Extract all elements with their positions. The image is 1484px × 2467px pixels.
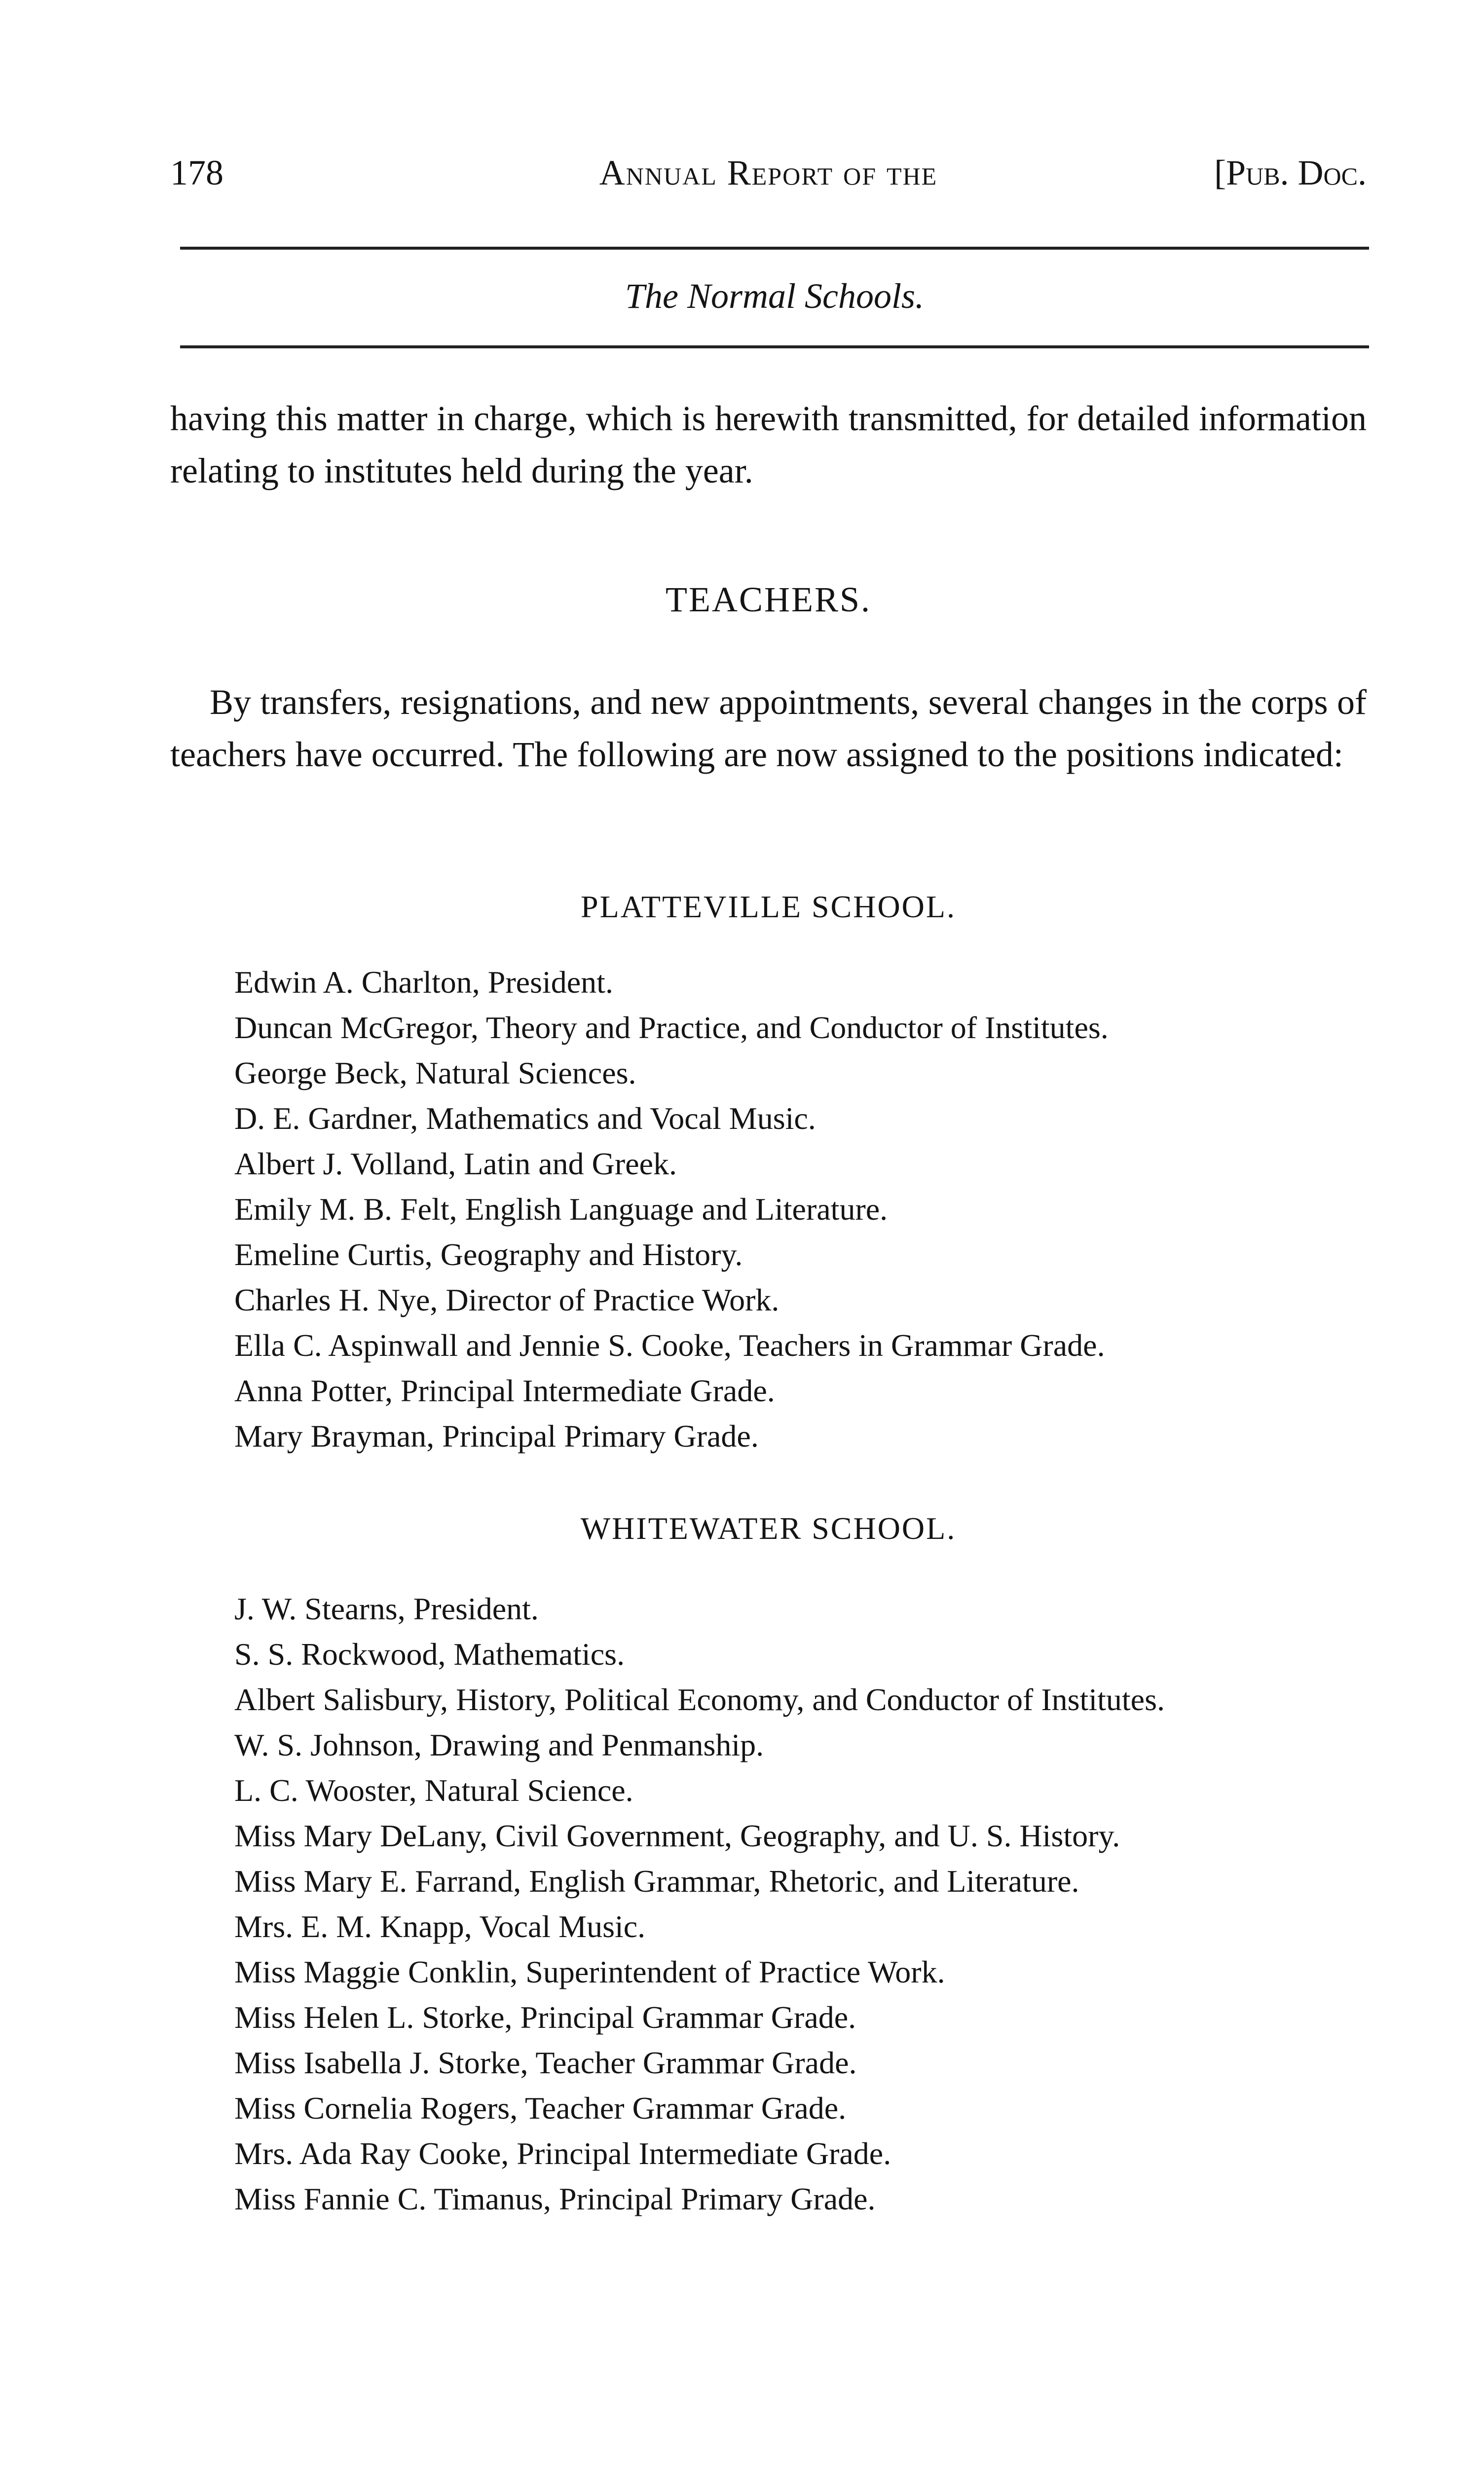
staff-entry: Albert J. Volland, Latin and Greek. <box>234 1146 677 1181</box>
header-rule-bottom <box>180 345 1369 348</box>
staff-entry: Mrs. Ada Ray Cooke, Principal Intermediate Grade. <box>234 2136 891 2171</box>
header-rule-top <box>180 247 1369 250</box>
staff-entry: Edwin A. Charlton, President. <box>234 965 613 1000</box>
staff-entry: L. C. Wooster, Natural Science. <box>234 1773 633 1808</box>
staff-entry: Miss Cornelia Rogers, Teacher Grammar Grade. <box>234 2091 847 2126</box>
staff-entry: Anna Potter, Principal Intermediate Grade. <box>234 1373 775 1408</box>
staff-entry: W. S. Johnson, Drawing and Penmanship. <box>234 1727 764 1762</box>
staff-entry: Miss Maggie Conklin, Superintendent of Practice Work. <box>234 1954 945 1989</box>
staff-entry: Miss Mary E. Farrand, English Grammar, Rhetoric, and Literature. <box>234 1864 1079 1899</box>
section-subheader: The Normal Schools. <box>625 276 925 316</box>
staff-entry: Mrs. E. M. Knapp, Vocal Music. <box>234 1909 646 1944</box>
staff-entry: Miss Isabella J. Storke, Teacher Grammar Grade. <box>234 2045 857 2080</box>
teachers-paragraph: By transfers, resignations, and new appointments, several changes in the corps of teachers have occurred. The following are now assigned to the positions indicated: <box>170 682 1367 774</box>
document-tag: [Pub. Doc. <box>1214 153 1367 192</box>
whitewater-staff-list <box>234 1586 1369 2222</box>
staff-entry: Ella C. Aspinwall and Jennie S. Cooke, Teachers in Grammar Grade. <box>234 1328 1105 1363</box>
staff-entry: George Beck, Natural Sciences. <box>234 1055 636 1090</box>
whitewater-heading: WHITEWATER SCHOOL. <box>580 1511 957 1546</box>
running-head <box>170 148 1367 197</box>
intro-paragraph: having this matter in charge, which is herewith transmitted, for detailed information relating to institutes held during the year. <box>170 399 1367 490</box>
staff-entry: J. W. Stearns, President. <box>234 1591 539 1626</box>
staff-entry: Albert Salisbury, History, Political Economy, and Conductor of Institutes. <box>234 1682 1165 1717</box>
staff-entry: S. S. Rockwood, Mathematics. <box>234 1637 625 1672</box>
staff-entry: Emeline Curtis, Geography and History. <box>234 1237 743 1272</box>
staff-entry: Miss Fannie C. Timanus, Principal Primary Grade. <box>234 2181 876 2216</box>
staff-entry: Miss Helen L. Storke, Principal Grammar Grade. <box>234 2000 856 2035</box>
staff-entry: Emily M. B. Felt, English Language and Literature. <box>234 1192 888 1227</box>
teachers-heading: TEACHERS. <box>665 580 872 619</box>
platteville-staff-list <box>234 960 1369 1459</box>
staff-entry: D. E. Gardner, Mathematics and Vocal Music. <box>234 1101 816 1136</box>
staff-entry: Miss Mary DeLany, Civil Government, Geography, and U. S. History. <box>234 1818 1120 1853</box>
staff-entry: Charles H. Nye, Director of Practice Work. <box>234 1282 779 1317</box>
staff-entry: Duncan McGregor, Theory and Practice, and Conductor of Institutes. <box>234 1010 1109 1045</box>
platteville-heading: PLATTEVILLE SCHOOL. <box>581 889 956 924</box>
staff-entry: Mary Brayman, Principal Primary Grade. <box>234 1419 759 1454</box>
page-number: 178 <box>170 153 223 192</box>
running-title: Annual Report of the <box>599 153 938 192</box>
